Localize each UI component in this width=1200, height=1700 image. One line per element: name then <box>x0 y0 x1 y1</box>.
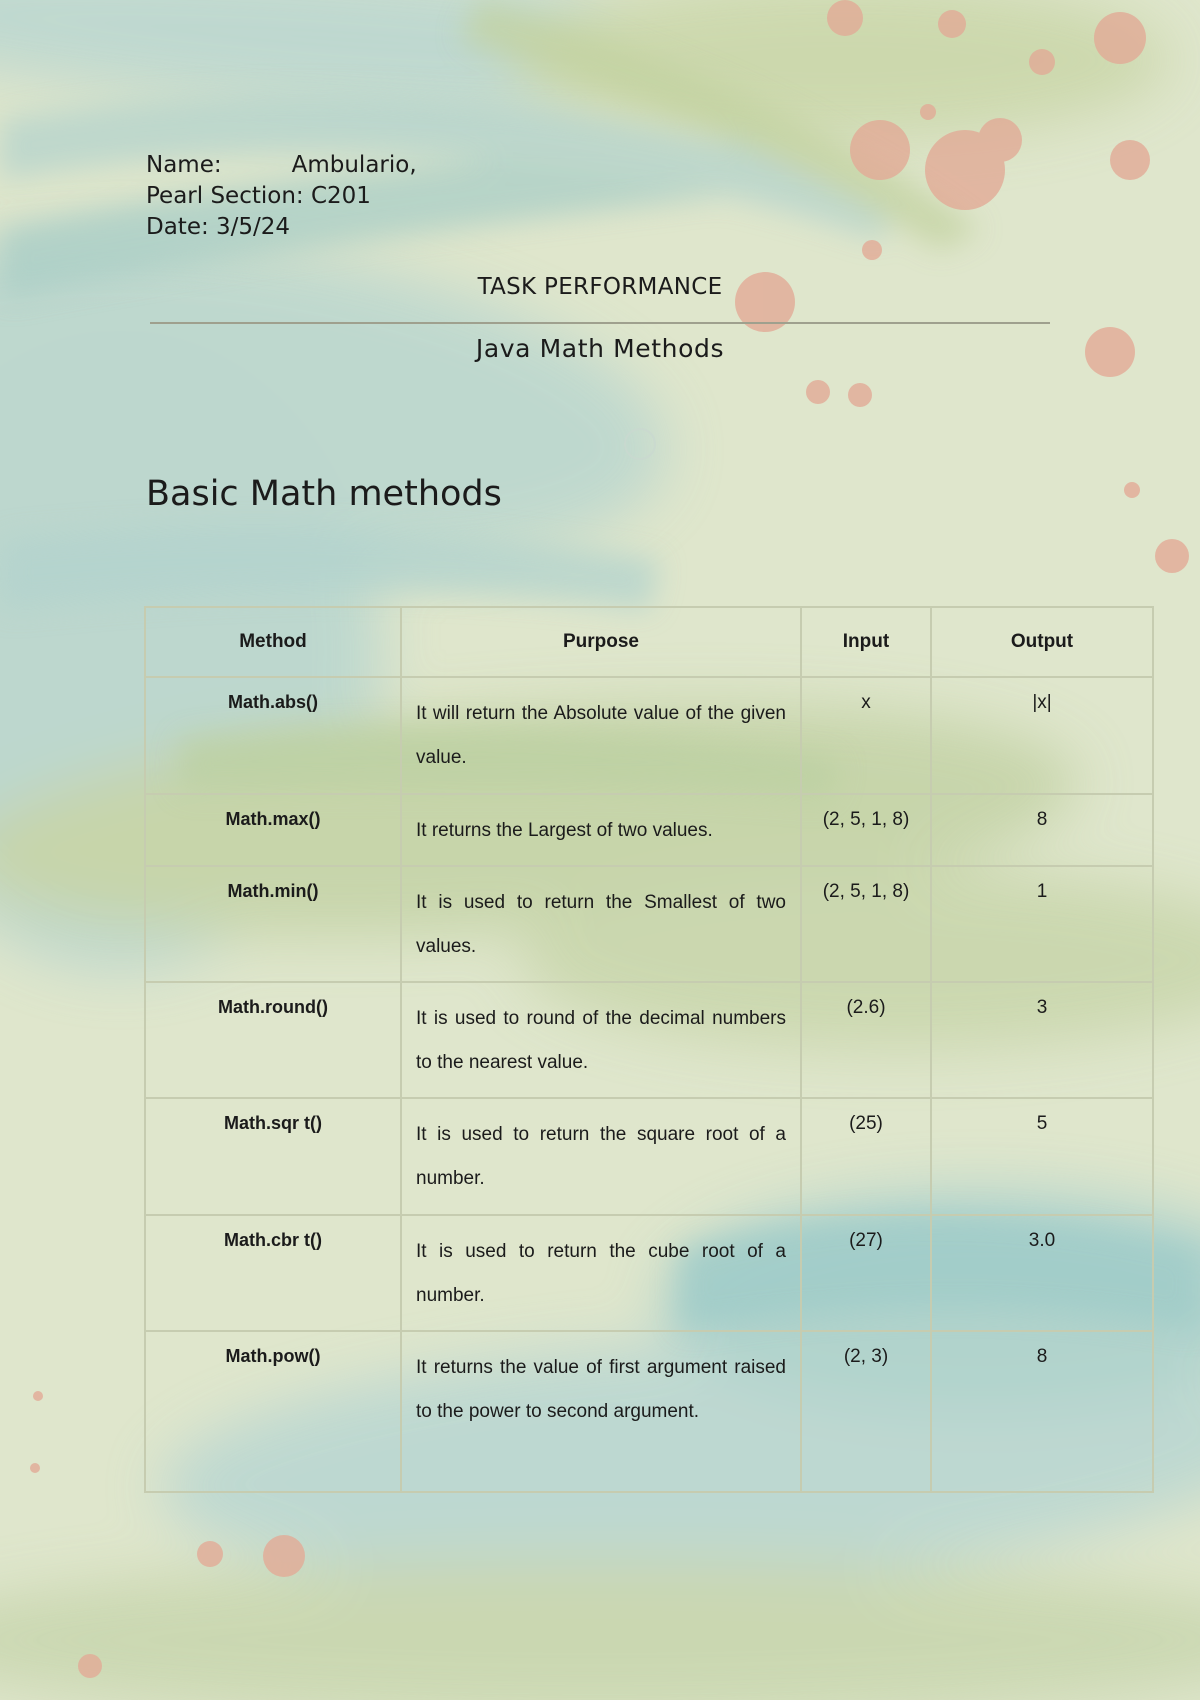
name-row <box>146 150 417 181</box>
output-cell: 8 <box>931 794 1153 866</box>
output-cell: 1 <box>931 866 1153 982</box>
input-cell: (2, 3) <box>801 1331 931 1492</box>
table-row <box>145 1331 1153 1492</box>
name-label: Name: <box>146 152 222 178</box>
method-cell: Math.sqr t() <box>145 1098 401 1215</box>
purpose-cell: It is used to return the square root of a number. <box>401 1098 801 1215</box>
name-value: Ambulario, <box>291 152 417 178</box>
purpose-cell: It is used to round of the decimal numbers to the nearest value. <box>401 982 801 1098</box>
student-info <box>146 150 417 243</box>
purpose-cell: It is used to return the cube root of a number. <box>401 1215 801 1331</box>
method-cell: Math.min() <box>145 866 401 982</box>
table-row <box>145 677 1153 794</box>
table-row <box>145 1098 1153 1215</box>
method-cell: Math.pow() <box>145 1331 401 1492</box>
purpose-cell: It returns the Largest of two values. <box>401 794 801 866</box>
output-cell: 5 <box>931 1098 1153 1215</box>
table-row <box>145 794 1153 866</box>
column-header-method: Method <box>145 607 401 677</box>
method-cell: Math.round() <box>145 982 401 1098</box>
purpose-cell: It will return the Absolute value of the given value. <box>401 677 801 794</box>
output-cell: 8 <box>931 1331 1153 1492</box>
input-cell: (2, 5, 1, 8) <box>801 866 931 982</box>
input-cell: (2, 5, 1, 8) <box>801 794 931 866</box>
section-heading: Basic Math methods <box>146 474 502 514</box>
table-row <box>145 1215 1153 1331</box>
title-divider <box>150 322 1050 324</box>
method-cell: Math.abs() <box>145 677 401 794</box>
section-line: Pearl Section: C201 <box>146 183 371 209</box>
method-cell: Math.cbr t() <box>145 1215 401 1331</box>
column-header-input: Input <box>801 607 931 677</box>
document-subtitle: Java Math Methods <box>475 334 725 363</box>
date-line: Date: 3/5/24 <box>146 214 291 240</box>
output-cell: 3.0 <box>931 1215 1153 1331</box>
purpose-cell: It returns the value of first argument raised to the power to second argument. <box>401 1331 801 1492</box>
table-row <box>145 866 1153 982</box>
output-cell: |x| <box>931 677 1153 794</box>
input-cell: x <box>801 677 931 794</box>
document-title: TASK PERFORMANCE <box>477 274 723 300</box>
table-header-row <box>145 607 1153 677</box>
purpose-cell: It is used to return the Smallest of two values. <box>401 866 801 982</box>
table-row <box>145 982 1153 1098</box>
input-cell: (2.6) <box>801 982 931 1098</box>
math-methods-table <box>144 606 1154 1493</box>
output-cell: 3 <box>931 982 1153 1098</box>
input-cell: (27) <box>801 1215 931 1331</box>
method-cell: Math.max() <box>145 794 401 866</box>
column-header-output: Output <box>931 607 1153 677</box>
input-cell: (25) <box>801 1098 931 1215</box>
column-header-purpose: Purpose <box>401 607 801 677</box>
